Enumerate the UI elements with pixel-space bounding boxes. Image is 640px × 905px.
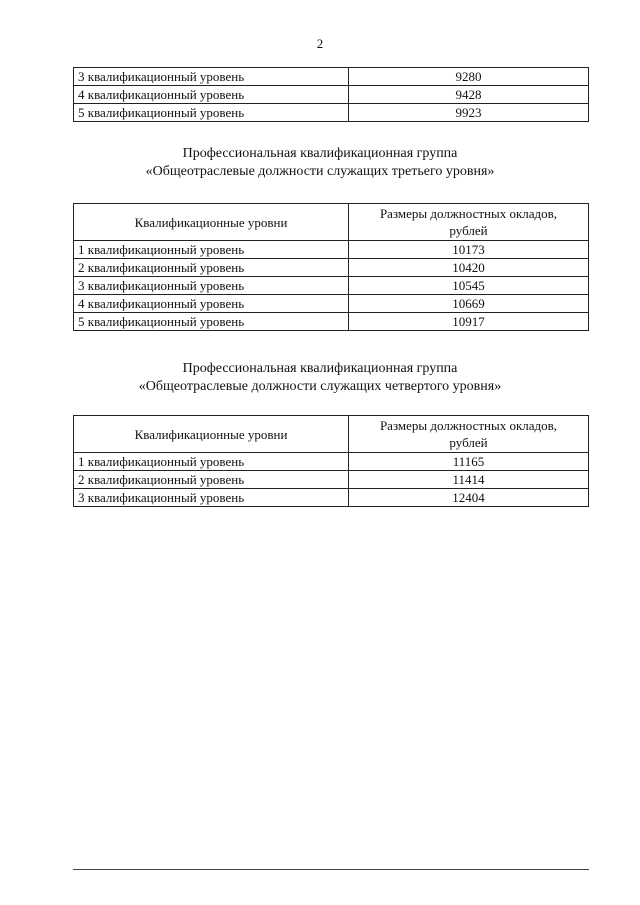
header-salary-line: рублей (449, 435, 488, 450)
salary-cell: 9280 (349, 68, 589, 86)
salary-table-fourth-level (73, 415, 589, 507)
salary-cell: 10917 (349, 313, 589, 331)
level-cell: 5 квалификационный уровень (74, 313, 349, 331)
level-cell: 2 квалификационный уровень (74, 471, 349, 489)
salary-cell: 11414 (349, 471, 589, 489)
table-header-row (74, 416, 589, 453)
table-row (74, 277, 589, 295)
salary-cell: 10420 (349, 259, 589, 277)
table-row (74, 86, 589, 104)
header-levels: Квалификационные уровни (74, 416, 349, 453)
table-row (74, 104, 589, 122)
salary-cell: 12404 (349, 489, 589, 507)
table-header-row (74, 204, 589, 241)
level-cell: 4 квалификационный уровень (74, 86, 349, 104)
table-row (74, 471, 589, 489)
salary-cell: 11165 (349, 453, 589, 471)
table-row (74, 295, 589, 313)
salary-cell: 9428 (349, 86, 589, 104)
footer-divider (73, 869, 589, 870)
salary-table-continued (73, 67, 589, 122)
level-cell: 3 квалификационный уровень (74, 277, 349, 295)
salary-cell: 10669 (349, 295, 589, 313)
level-cell: 1 квалификационный уровень (74, 241, 349, 259)
page-number: 2 (316, 36, 324, 51)
header-salary (349, 416, 589, 453)
header-levels: Квалификационные уровни (74, 204, 349, 241)
group-heading-third-level (0, 145, 640, 181)
header-salary-line: Размеры должностных окладов, (379, 206, 558, 221)
table-row (74, 453, 589, 471)
level-cell: 1 квалификационный уровень (74, 453, 349, 471)
heading-line: «Общеотраслевые должности служащих четвертого уровня» (138, 379, 502, 394)
level-cell: 2 квалификационный уровень (74, 259, 349, 277)
level-cell: 3 квалификационный уровень (74, 68, 349, 86)
table-row (74, 241, 589, 259)
heading-line: Профессиональная квалификационная группа (182, 361, 458, 376)
level-cell: 3 квалификационный уровень (74, 489, 349, 507)
header-salary-line: Размеры должностных окладов, (379, 418, 558, 433)
salary-table-third-level (73, 203, 589, 331)
table-row (74, 259, 589, 277)
group-heading-fourth-level (0, 360, 640, 396)
level-cell: 4 квалификационный уровень (74, 295, 349, 313)
heading-line: Профессиональная квалификационная группа (182, 146, 458, 161)
heading-line: «Общеотраслевые должности служащих третьего уровня» (145, 164, 495, 179)
salary-cell: 9923 (349, 104, 589, 122)
salary-cell: 10545 (349, 277, 589, 295)
salary-cell: 10173 (349, 241, 589, 259)
header-salary (349, 204, 589, 241)
level-cell: 5 квалификационный уровень (74, 104, 349, 122)
table-row (74, 68, 589, 86)
table-row (74, 313, 589, 331)
header-salary-line: рублей (449, 223, 488, 238)
table-row (74, 489, 589, 507)
